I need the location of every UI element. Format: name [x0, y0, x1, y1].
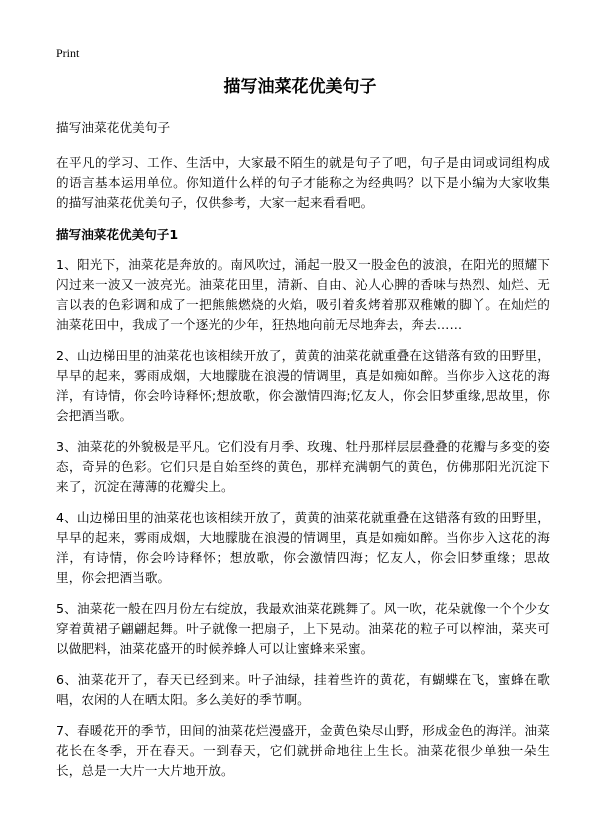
article-subtitle: 描写油菜花优美句子: [56, 120, 171, 135]
article-body: [56, 118, 550, 792]
sentence-paragraph-5: 5、油菜花一般在四月份左右绽放，我最欢油菜花跳舞了。风一吹，花朵就像一个个少女穿着黄裙子翩翩起舞。叶子就像一把扇子，上下晃动。油菜花的粒子可以榨油，菜夹可以做肥料，油菜花盛开的时候养蜂人可以让蜜蜂来采蜜。: [56, 601, 550, 656]
sentence-paragraph-1: 1、阳光下，油菜花是奔放的。南风吹过，涌起一股又一股金色的波浪，在阳光的照耀下闪过来一波又一波亮光。油菜花田里，清新、自由、沁人心脾的香味与热烈、灿烂、无言以表的色彩调和成了一把熊熊燃烧的火焰，吸引着炙烤着那双稚嫩的脚丫。在灿烂的油菜花田中，我成了一个逐光的少年，狂热地向前无尽地奔去，奔去……: [56, 257, 550, 332]
section-heading: 描写油菜花优美句子1: [56, 227, 179, 242]
page-title: 描写油菜花优美句子: [223, 77, 377, 97]
sentence-paragraph-6: 6、油菜花开了，春天已经到来。叶子油绿，挂着些许的黄花，有蝴蝶在飞，蜜蜂在歌唱，农闲的人在晒太阳。多么美好的季节啊。: [56, 672, 550, 707]
sentence-paragraph-3: 3、油菜花的外貌极是平凡。它们没有月季、玫瑰、牡丹那样层层叠叠的花瓣与多变的姿态，奇异的色彩。它们只是自始至终的黄色，那样充满朝气的黄色，仿佛那阳光沉淀下来了，沉淀在薄薄的花瓣尖上。: [56, 439, 550, 494]
sentence-paragraph-4: 4、山边梯田里的油菜花也该相续开放了，黄黄的油菜花就重叠在这错落有致的田野里，早早的起来，雾雨成烟，大地朦胧在浪漫的情调里，真是如痴如醉。当你步入这花的海洋，有诗情，你会吟诗释怀；想放歌，你会激情四海；忆友人，你会旧梦重缘；思故里，你会把酒当歌。: [56, 510, 550, 585]
intro-paragraph: 在平凡的学习、工作、生活中，大家最不陌生的就是句子了吧，句子是由词或词组构成的语言基本运用单位。你知道什么样的句子才能称之为经典吗？以下是小编为大家收集的描写油菜花优美句子，仅供参考，大家一起来看看吧。: [56, 155, 550, 210]
print-link[interactable]: Print: [56, 46, 80, 60]
sentence-paragraph-2: 2、山边梯田里的油菜花也该相续开放了，黄黄的油菜花就重叠在这错落有致的田野里，早早的起来，雾雨成烟，大地朦胧在浪漫的情调里，真是如痴如醉。当你步入这花的海洋，有诗情，你会吟诗释怀;想放歌，你会激情四海;忆友人，你会旧梦重缘,思故里，你会把酒当歌。: [56, 348, 550, 423]
sentence-paragraph-7: 7、春暖花开的季节，田间的油菜花烂漫盛开，金黄色染尽山野，形成金色的海洋。油菜花长在冬季，开在春天。一到春天，它们就拼命地往上生长。油菜花很少单独一朵生长，总是一大片一大片地开放。: [56, 723, 550, 778]
